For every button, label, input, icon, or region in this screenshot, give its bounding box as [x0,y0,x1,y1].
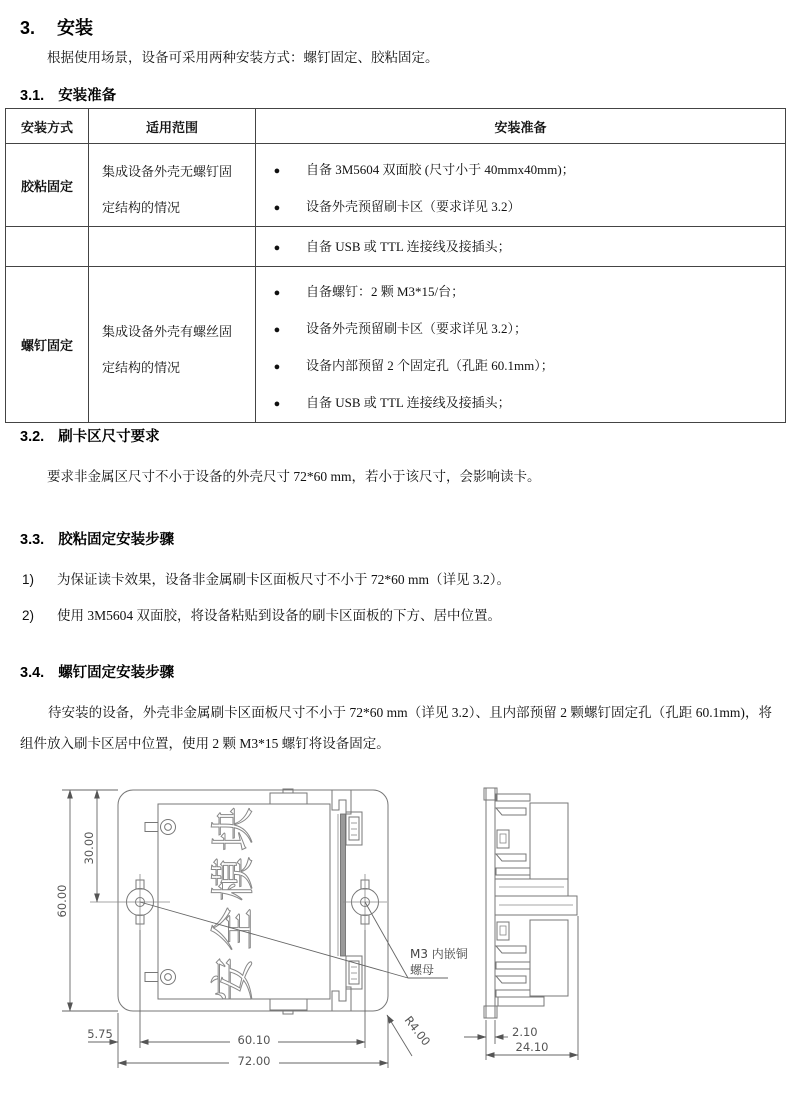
step-2 [22,606,772,626]
technical-drawing [40,770,750,1100]
cell-method-glue: 胶粘固定 [6,144,89,227]
section-33-number: 3.3. [20,532,45,548]
table-header-row [6,109,786,144]
ribs-top [496,794,530,875]
cell-items-glue [256,144,786,227]
snap-hook-bottom [332,987,351,1011]
dim-radius-label: R4.00 [401,1013,434,1049]
header-scope: 适用范围 [89,109,256,144]
m3-leader-lines [140,902,448,978]
section-3-title: 安装 [57,18,94,38]
section-34-title: 螺钉固定安装步骤 [58,665,175,681]
m3-label-line1: M3 内嵌铜 [410,947,468,961]
cell-items-screw [256,267,786,423]
dim-depth-label: 24.10 [515,1040,549,1054]
step-1-number: 1) [22,572,35,587]
list-item: ● 自备 USB 或 TTL 连接线及接插头； [256,229,785,266]
cell-method-empty [6,227,89,267]
section-33-heading [20,528,174,549]
dim-plate-thickness-label: 2.10 [512,1025,538,1039]
section-33-title: 胶粘固定安装步骤 [58,532,175,548]
section-32-paragraph: 要求非金属区尺寸不小于设备的外壳尺寸 72*60 mm，若小于该尺寸，会影响读卡。 [47,469,541,484]
step-2-text: 使用 3M5604 双面胶，将设备粘贴到设备的刷卡区面板的下方、居中位置。 [57,608,502,623]
list-item: ● 自备 3M5604 双面胶 (尺寸小于 40mmx40mm)； [256,152,785,189]
watermark-text: 安全模块 [208,801,259,1001]
bullet-icon: ● [273,361,281,373]
flex-strip [341,814,346,956]
bullet-icon: ● [273,201,281,214]
dim-hole-top-label: 30.00 [82,831,96,865]
section-32-title: 刷卡区尺寸要求 [58,429,160,445]
section-34-number: 3.4. [20,665,45,681]
bottom-tab [270,999,307,1014]
list-item: ● 设备内部预留 2 个固定孔（孔距 60.1mm）； [256,348,785,385]
dim-height-label: 60.00 [55,884,69,918]
side-dimensions [464,916,578,1060]
connector-top [346,812,362,845]
body-block-top [530,803,568,879]
side-view [484,788,577,1018]
bullet-icon: ● [273,164,281,177]
header-preparation: 安装准备 [256,109,786,144]
list-item: ● 自备螺钉：2 颗 M3*15/台； [256,274,785,311]
list-item: ● 设备外壳预留刷卡区（要求详见 3.2）； [256,311,785,348]
table-row [6,144,786,227]
section-31-number: 3.1. [20,88,45,104]
bullet-icon: ● [273,398,281,410]
installation-prep-table [5,108,786,423]
cell-items-cable [256,227,786,267]
snap-hook-top [332,790,351,814]
intro-paragraph: 根据使用场景，设备可采用两种安装方式：螺钉固定、胶粘固定。 [47,50,439,65]
cell-scope-screw: 集成设备外壳有螺丝固定结构的情况 [89,267,256,423]
section-32-heading [20,425,160,446]
bullet-icon: ● [273,242,281,254]
table-row [6,267,786,423]
section-32-number: 3.2. [20,429,45,445]
cell-scope-empty [89,227,256,267]
m3-label-line2: 螺母 [410,963,435,977]
screw-boss-top [145,820,176,835]
list-item: ● 自备 USB 或 TTL 连接线及接插头； [256,385,785,422]
section-31-title: 安装准备 [58,88,117,104]
section-31-heading [20,84,116,105]
middle-band [495,879,577,915]
step-2-number: 2) [22,608,35,623]
ribs-bottom [496,922,544,1006]
step-1 [22,570,772,590]
bullet-icon: ● [273,324,281,336]
header-install-method: 安装方式 [6,109,89,144]
body-block-bottom [530,920,568,996]
dim-edge-offset-label: 5.75 [87,1027,113,1041]
screw-boss-bottom [145,970,176,985]
dim-hole-span-label: 60.10 [237,1033,271,1047]
faceplate [486,788,495,1018]
table-row [6,227,786,267]
dim-width-label: 72.00 [237,1054,271,1068]
list-item: ● 设备外壳预留刷卡区（要求详见 3.2） [256,189,785,226]
step-1-text: 为保证读卡效果，设备非金属刷卡区面板尺寸不小于 72*60 mm（详见 3.2）。 [57,572,511,587]
cell-method-screw: 螺钉固定 [6,267,89,423]
front-view [90,789,468,1014]
section-34-heading [20,661,174,682]
bullet-icon: ● [273,287,281,299]
section-3-heading [20,14,93,40]
section-3-number: 3. [20,18,36,38]
section-34-paragraph: 待安装的设备，外壳非金属刷卡区面板尺寸不小于 72*60 mm（详见 3.2）、且内部预留 2 颗螺钉固定孔（孔距 60.1mm)，将组件放入刷卡区居中位置，使用 2 颗 M3*15 螺钉将设备固定。 [20,705,772,751]
top-tab [270,789,307,804]
cell-scope-glue: 集成设备外壳无螺钉固定结构的情况 [89,144,256,227]
